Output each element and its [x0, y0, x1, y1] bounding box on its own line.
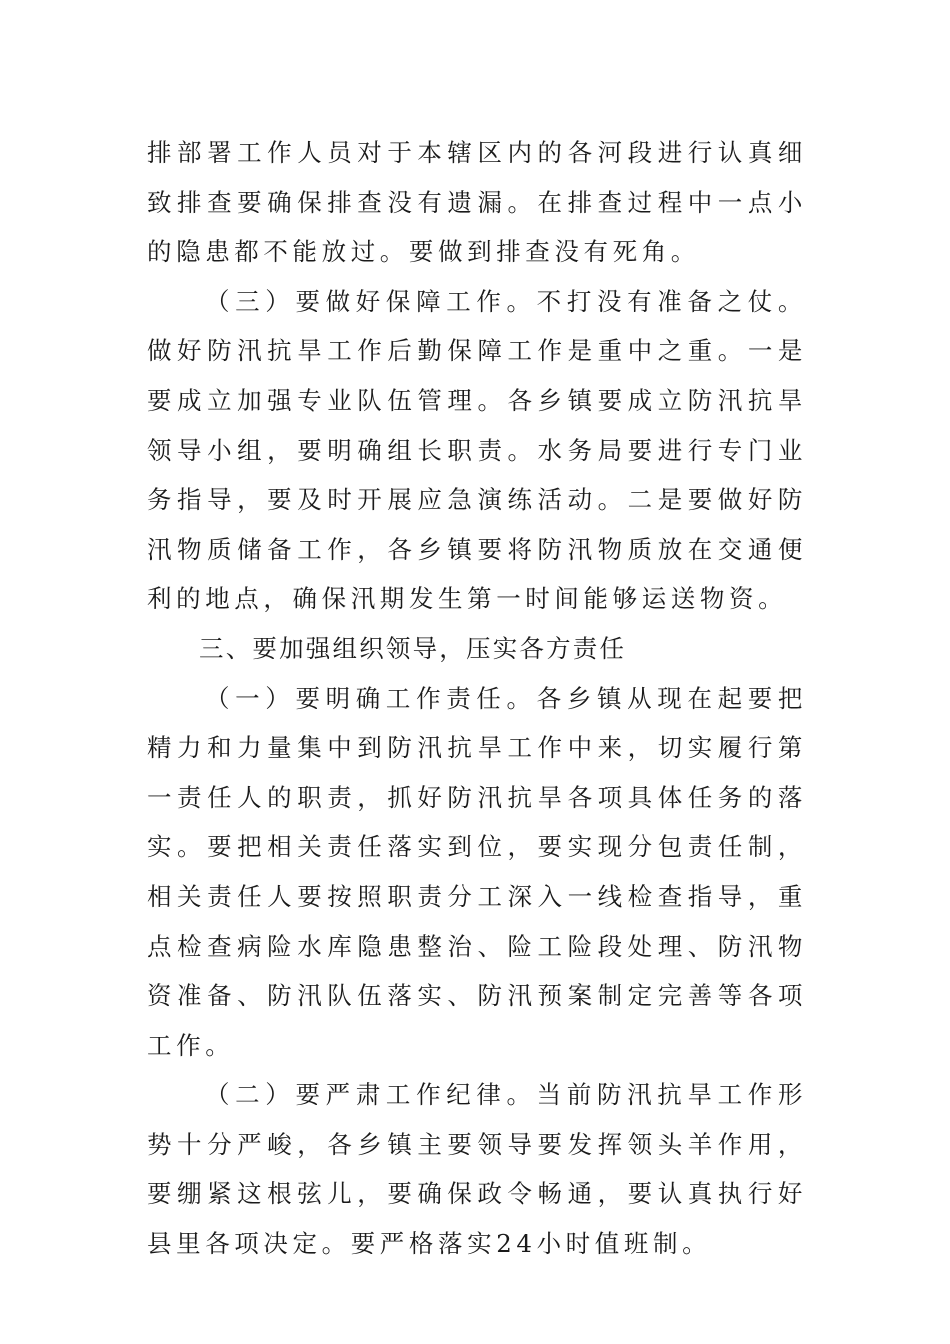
section-heading-3: 三、要加强组织领导，压实各方责任 [199, 633, 627, 663]
paragraph-continuation: 排部署工作人员对于本辖区内的各河段进行认真细致排查要确保排查没有遗漏。在排查过程中一点小的隐患都不能放过。要做到排查没有死角。 [147, 138, 807, 267]
paragraph-guarantee-work: （三）要做好保障工作。不打没有准备之仗。做好防汛抗旱工作后勤保障工作是重中之重。一是要成立加强专业队伍管理。各乡镇要成立防汛抗旱领导小组，要明确组长职责。水务局要进行专门业务指导，要及时开展应急演练活动。二是要做好防汛物质储备工作，各乡镇要将防汛物质放在交通便利的地点，确保汛期发生第一时间能够运送物资。 [147, 286, 807, 614]
paragraph-work-discipline: （二）要严肃工作纪律。当前防汛抗旱工作形势十分严峻，各乡镇主要领导要发挥领头羊作用，要绷紧这根弦儿，要确保政令畅通，要认真执行好县里各项决定。要严格落实24小时值班制。 [147, 1080, 807, 1259]
document-body [147, 128, 807, 1269]
paragraph-work-responsibility: （一）要明确工作责任。各乡镇从现在起要把精力和力量集中到防汛抗旱工作中来，切实履行第一责任人的职责，抓好防汛抗旱各项具体任务的落实。要把相关责任落实到位，要实现分包责任制，相关责任人要按照职责分工深入一线检查指导，重点检查病险水库隐患整治、险工险段处理、防汛物资准备、防汛队伍落实、防汛预案制定完善等各项工作。 [147, 683, 807, 1060]
